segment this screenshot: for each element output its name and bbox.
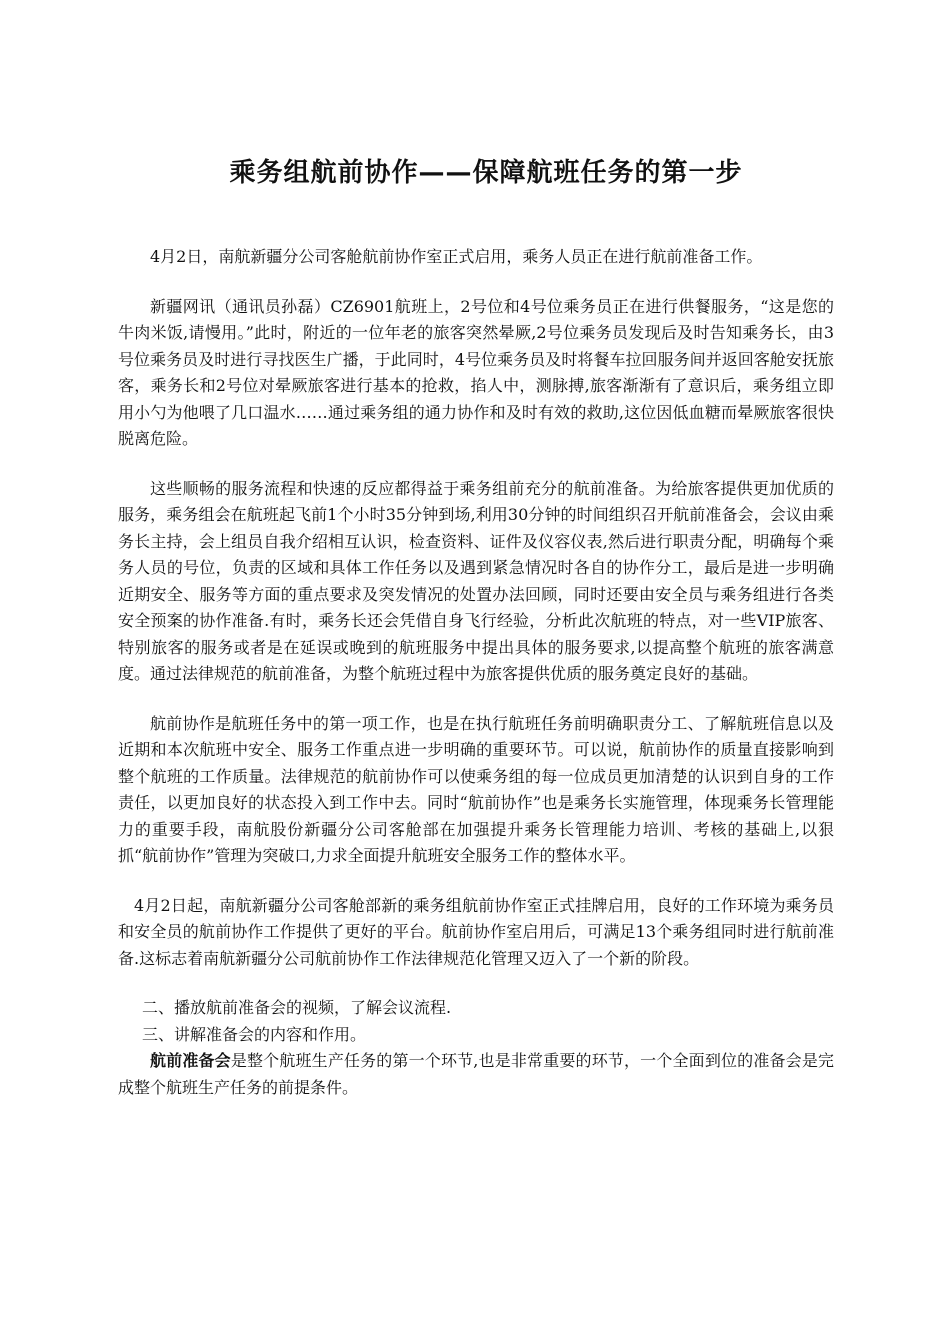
document-title: 乘务组航前协作——保障航班任务的第一步 (229, 158, 743, 188)
closing-bold-lead: 航前准备会 (150, 1051, 231, 1070)
document-body (118, 244, 834, 1101)
closing-paragraph (118, 1048, 834, 1101)
list-item-2: 二、播放航前准备会的视频，了解会议流程. (142, 998, 452, 1017)
paragraph-5: 4月2日起，南航新疆分公司客舱部新的乘务组航前协作室正式挂牌启用，良好的工作环境为乘务员和安全员的航前协作工作提供了更好的平台。航前协作室启用后，可满足13个乘务组同时进行航前准备.这标志着南航新疆分公司航前协作工作法律规范化管理又迈入了一个新的阶段。 (118, 895, 834, 968)
paragraph-2: 新疆网讯（通讯员孙磊）CZ6901航班上，2号位和4号位乘务员正在进行供餐服务，“这是您的牛肉米饭,请慢用。”此时，附近的一位年老的旅客突然晕厥,2号位乘务员发现后及时告知乘务长，由3号位乘务员及时进行寻找医生广播，于此同时，4号位乘务员及时将餐车拉回服务间并返回客舱安抚旅客，乘务长和2号位对晕厥旅客进行基本的抢救，掐人中，测脉搏,旅客渐渐有了意识后，乘务组立即用小勺为他喂了几口温水……通过乘务组的通力协作和及时有效的救助,这位因低血糖而晕厥旅客很快脱离危险。 (118, 296, 834, 448)
paragraph-4: 航前协作是航班任务中的第一项工作，也是在执行航班任务前明确职责分工、了解航班信息以及近期和本次航班中安全、服务工作重点进一步明确的重要环节。可以说，航前协作的质量直接影响到整个航班的工作质量。法律规范的航前协作可以使乘务组的每一位成员更加清楚的认识到自身的工作责任，以更加良好的状态投入到工作中去。同时“航前协作”也是乘务长实施管理，体现乘务长管理能力的重要手段，南航股份新疆分公司客舱部在加强提升乘务长管理能力培训、考核的基础上,以狠抓“航前协作”管理为突破口,力求全面提升航班安全服务工作的整体水平。 (118, 713, 834, 865)
list-item-3: 三、讲解准备会的内容和作用。 (142, 1024, 367, 1044)
closing-text: 是整个航班生产任务的第一个环节,也是非常重要的环节，一个全面到位的准备会是完成整个航班生产任务的前提条件。 (118, 1051, 834, 1097)
paragraph-1: 4月2日，南航新疆分公司客舱航前协作室正式启用，乘务人员正在进行航前准备工作。 (150, 247, 763, 266)
paragraph-3: 这些顺畅的服务流程和快速的反应都得益于乘务组前充分的航前准备。为给旅客提供更加优质的服务，乘务组会在航班起飞前1个小时35分钟到场,利用30分钟的时间组织召开航前准备会，会议由乘务长主持，会上组员自我介绍相互认识，检查资料、证件及仪容仪表,然后进行职责分配，明确每个乘务人员的号位，负责的区域和具体工作任务以及遇到紧急情况时各自的协作分工，最后是进一步明确近期安全、服务等方面的重点要求及突发情况的处置办法回顾，同时还要由安全员与乘务组进行各类安全预案的协作准备.有时，乘务长还会凭借自身飞行经验，分析此次航班的特点，对一些VIP旅客、特别旅客的服务或者是在延误或晚到的航班服务中提出具体的服务要求,以提高整个航班的旅客满意度。通过法律规范的航前准备，为整个航班过程中为旅客提供优质的服务奠定良好的基础。 (118, 478, 834, 683)
